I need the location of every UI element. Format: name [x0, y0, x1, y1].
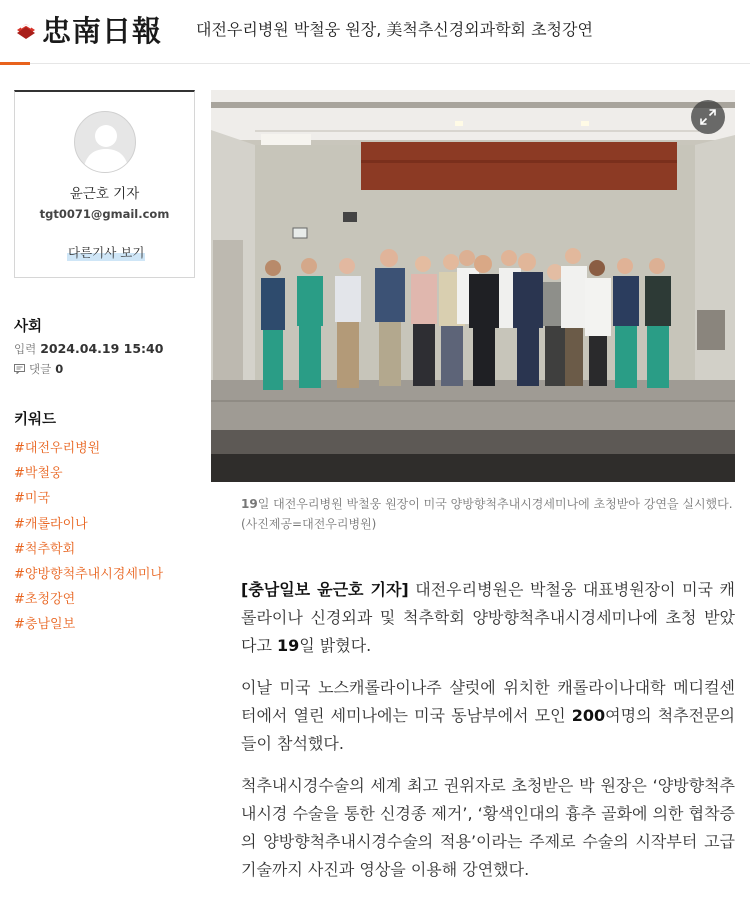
article-body	[241, 576, 735, 898]
article-section[interactable]: 사회	[14, 319, 43, 335]
comment-count-value: 0	[55, 362, 64, 376]
photo-caption	[241, 494, 735, 534]
site-logo[interactable]	[14, 10, 162, 48]
paragraph-number: 200	[571, 706, 606, 725]
keyword-tag[interactable]: #미국	[14, 491, 51, 507]
publish-date-value: 2024.04.19 15:40	[40, 341, 164, 356]
keyword-tag[interactable]: #캐롤라이나	[14, 516, 88, 532]
article-photo[interactable]	[211, 90, 735, 482]
keyword-tag[interactable]: #박철웅	[14, 466, 63, 482]
article-paragraph	[241, 674, 735, 758]
keyword-tag[interactable]: #충남일보	[14, 617, 76, 633]
logo-mark-icon	[14, 17, 38, 41]
keyword-list	[14, 440, 163, 642]
reporter-avatar	[74, 111, 136, 173]
byline-lead: [충남일보 윤근호 기자]	[241, 580, 409, 599]
comment-icon	[14, 364, 25, 374]
caption-text: 일 대전우리병원 박철웅 원장이 미국 양방향척추내시경세미나에 초청받아 강연을 실시했다.	[257, 497, 733, 511]
publish-date	[14, 341, 163, 357]
expand-icon	[699, 108, 717, 126]
article-paragraph	[241, 576, 735, 660]
comment-label: 댓글	[29, 362, 52, 376]
keyword-tag[interactable]: #대전우리병원	[14, 441, 101, 456]
more-articles-link[interactable]: 다른기사 보기	[68, 245, 145, 260]
paragraph-text: 일 밝혔다.	[299, 636, 372, 655]
user-silhouette-icon	[75, 112, 136, 173]
caption-credit: (사진제공=대전우리병원)	[241, 517, 377, 531]
expand-photo-button[interactable]	[691, 100, 725, 134]
keyword-tag[interactable]: #양방향척추내시경세미나	[14, 566, 164, 582]
paragraph-text: 여명의 척추전문의들이 참석했다.	[241, 706, 736, 753]
reporter-email: tgt0071@gmail.com	[39, 207, 170, 221]
paragraph-text: 이날 미국 노스캐롤라이나주 샬럿에 위치한 캐롤라이나대학 메디컬센터에서 열린 세미나에는 미국 동남부에서 모인	[241, 678, 735, 725]
keyword-tag[interactable]: #척추학회	[14, 541, 76, 557]
header-accent-bar	[0, 62, 30, 65]
comment-count[interactable]	[14, 361, 63, 377]
page-headline: 대전우리병원 박철웅 원장, 美척추신경외과학회 초청강연	[196, 20, 593, 39]
reporter-name: 윤근호 기자	[69, 186, 140, 202]
paragraph-number: 19	[277, 636, 300, 655]
publish-date-label: 입력	[14, 342, 37, 356]
reporter-card	[14, 90, 195, 278]
keyword-tag[interactable]: #초청강연	[14, 592, 76, 608]
logo-text: 忠南日報	[42, 13, 163, 48]
paragraph-text: 대전우리병원은 박철웅 대표병원장이 미국 캐롤라이나 신경외과 및 척추학회 양방향척추내시경세미나에 초청 받았다고	[241, 580, 735, 655]
caption-day: 19	[241, 497, 258, 511]
article-paragraph: 척추내시경수술의 세계 최고 권위자로 초청받은 박 원장은 ‘양방향척추내시경 수술을 통한 신경종 제거’, ‘황색인대의 흉추 골화에 의한 협착증의 양방향척추내시경수술의 적용’이라는 주제로 수술의 시작부터 고급기술까지 사진과 영상을 이용해 강연했다.	[241, 776, 735, 879]
site-header	[0, 0, 750, 64]
group-photo-illustration	[211, 90, 735, 482]
keywords-title: 키워드	[14, 412, 57, 428]
